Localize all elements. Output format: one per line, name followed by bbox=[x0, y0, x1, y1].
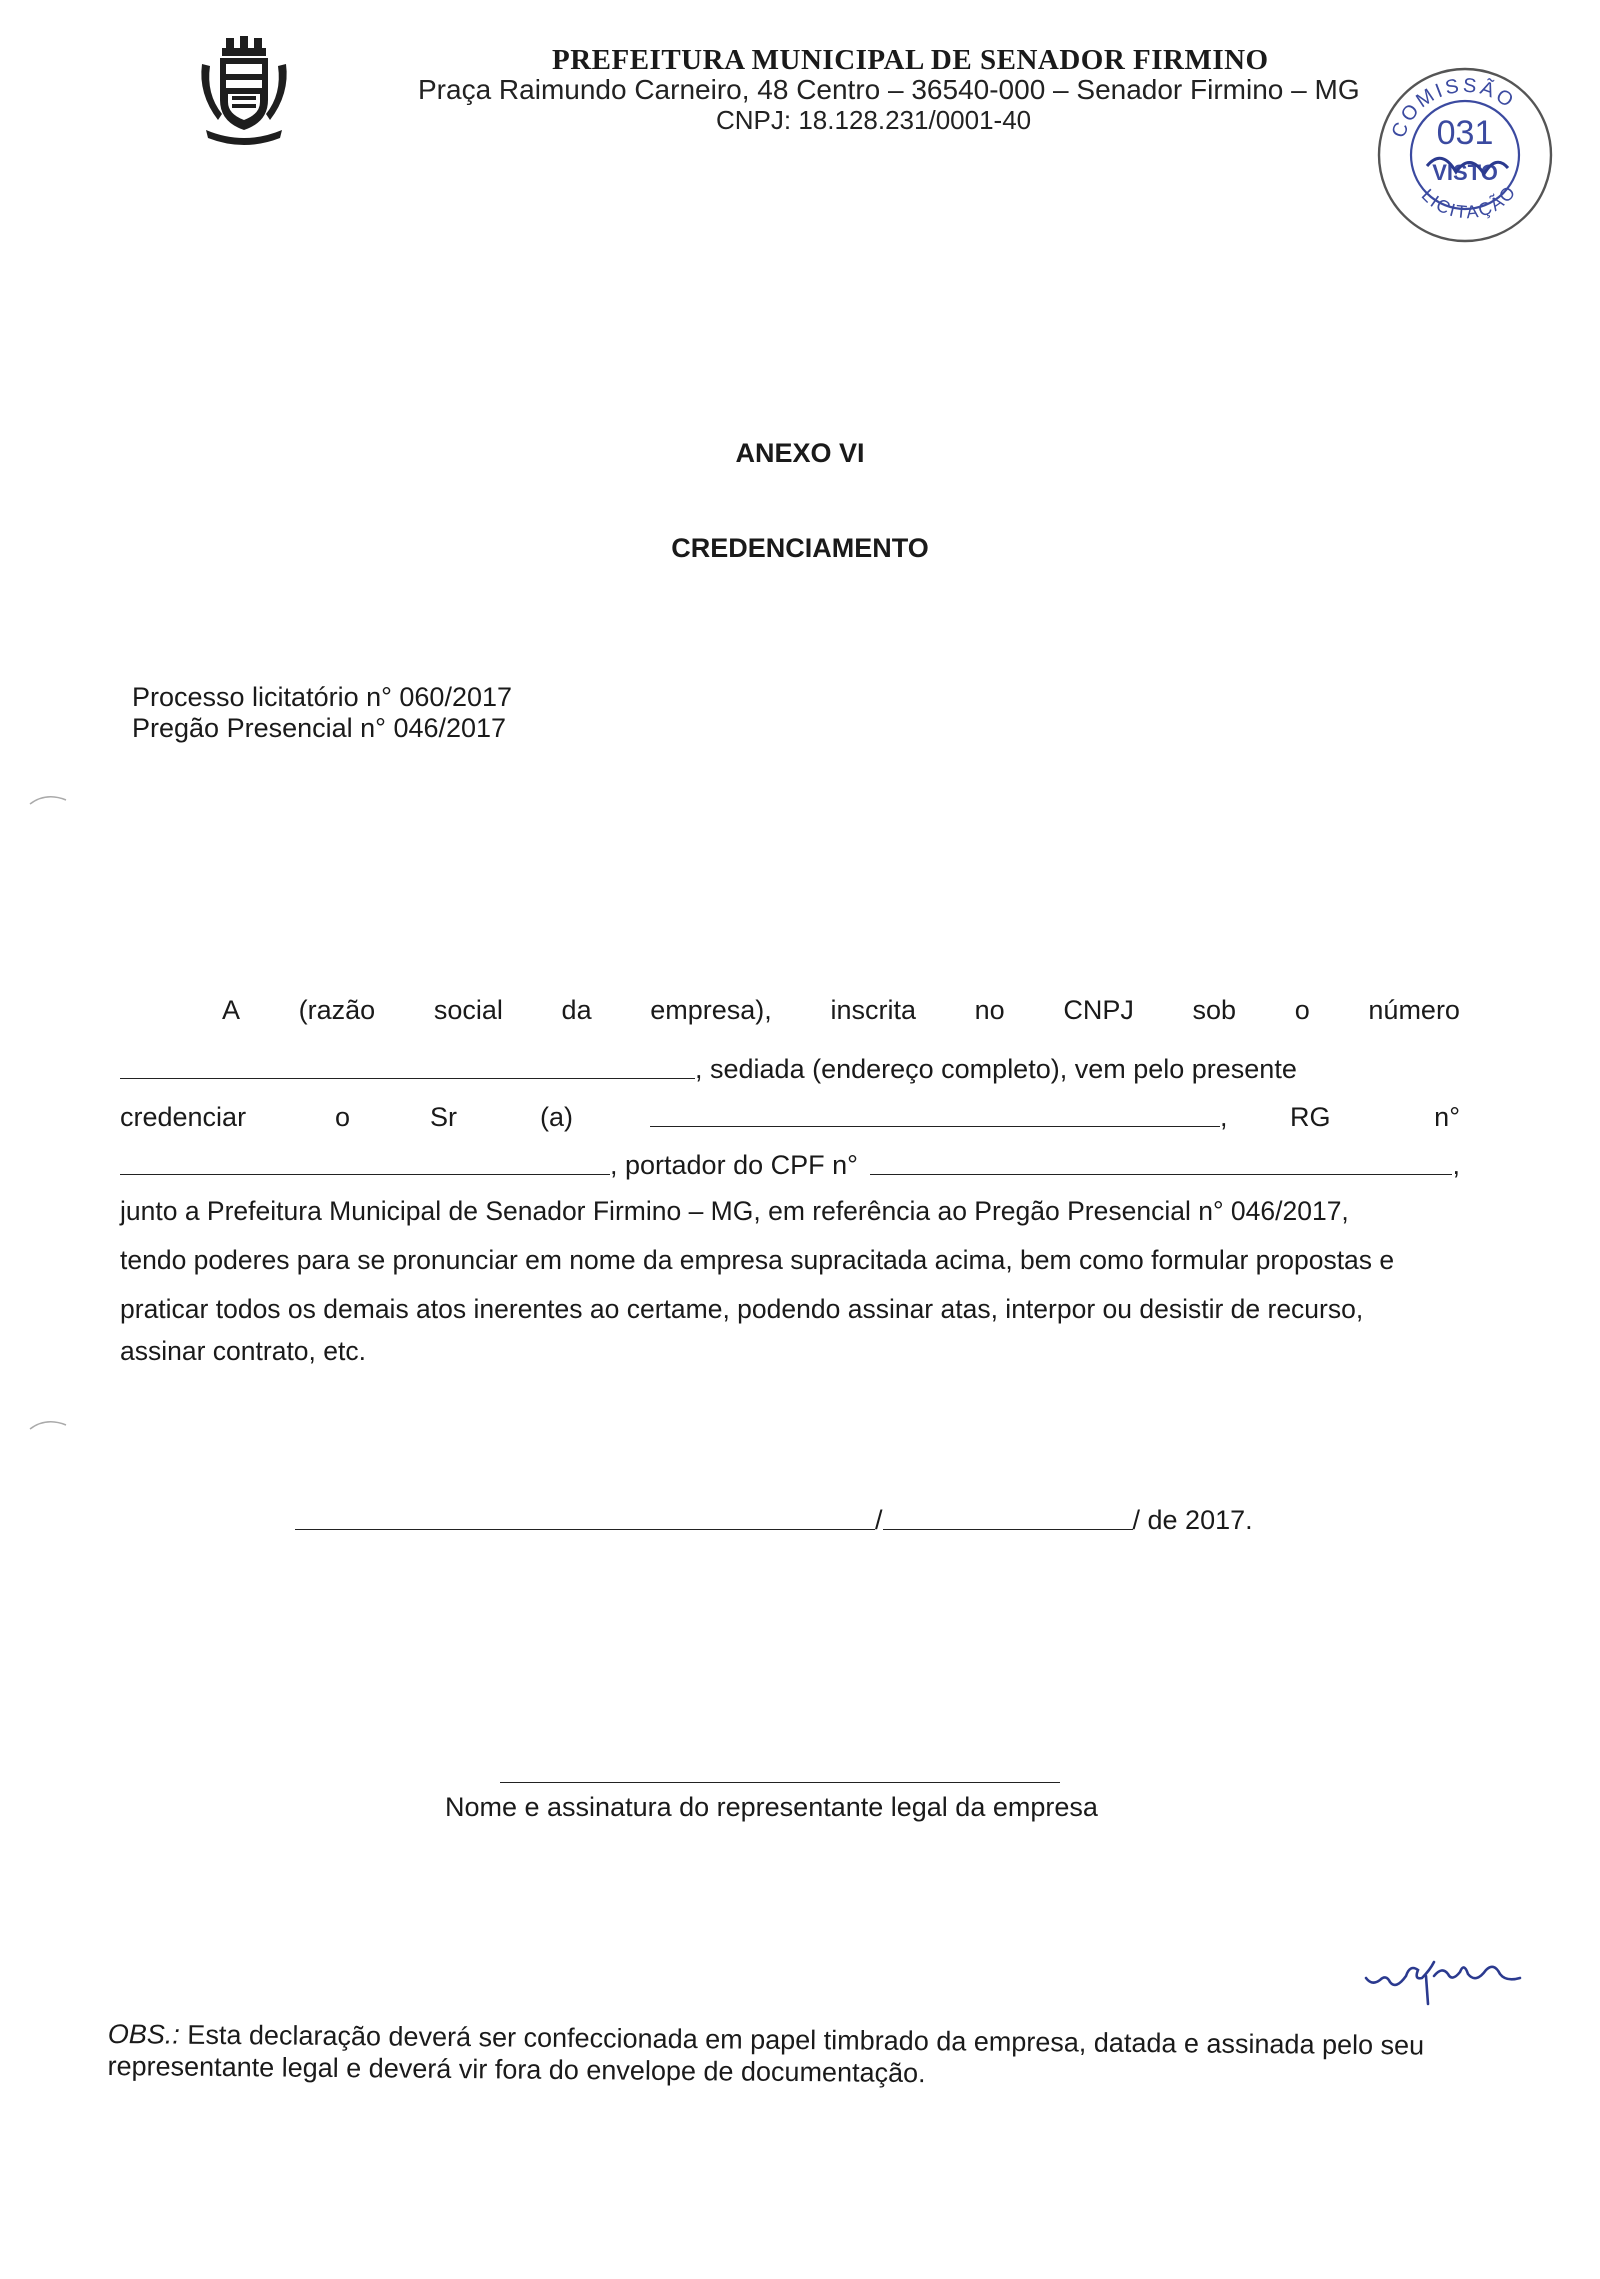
word: o bbox=[335, 1102, 351, 1132]
observation-note bbox=[107, 2018, 1448, 2094]
process-number: Processo licitatório n° 060/2017 bbox=[132, 682, 513, 712]
stamp-top-text: COMISSÃO bbox=[1387, 74, 1520, 142]
word: da bbox=[561, 995, 592, 1025]
word: (razão bbox=[298, 995, 376, 1025]
stamp-bottom-text: LICITAÇÃO bbox=[1417, 180, 1521, 223]
month-blank bbox=[883, 1529, 1133, 1530]
signature-label: Nome e assinatura do representante legal da empresa bbox=[445, 1792, 1098, 1822]
word: credenciar bbox=[120, 1102, 247, 1132]
pregao-number: Pregão Presencial n° 046/2017 bbox=[132, 713, 507, 743]
rubric-icon bbox=[1360, 1940, 1550, 2010]
word: Sr bbox=[430, 1102, 457, 1132]
stamp-mark: VISTO bbox=[1432, 160, 1498, 185]
comma: , bbox=[1220, 1102, 1228, 1132]
date-line bbox=[295, 1505, 1253, 1536]
stamp-number: 031 bbox=[1436, 114, 1494, 152]
commission-stamp bbox=[1372, 62, 1558, 248]
word: social bbox=[433, 995, 503, 1025]
header-title: PREFEITURA MUNICIPAL DE SENADOR FIRMINO bbox=[552, 44, 1269, 76]
word: o bbox=[1294, 995, 1310, 1025]
word: empresa), bbox=[650, 995, 772, 1025]
body-line-3 bbox=[120, 1102, 1460, 1133]
stamp-icon bbox=[1372, 62, 1558, 248]
comma: , bbox=[1452, 1150, 1460, 1180]
word: no bbox=[974, 995, 1005, 1025]
body-line-7: praticar todos os demais atos inerentes ao certame, podendo assinar atas, interpor ou desistir de recurso, bbox=[120, 1294, 1364, 1324]
body-line-2-text: , sediada (endereço completo), vem pelo presente bbox=[695, 1054, 1297, 1084]
word: n° bbox=[1434, 1102, 1460, 1132]
word: A bbox=[222, 995, 241, 1025]
body-line-5: junto a Prefeitura Municipal de Senador Firmino – MG, em referência ao Pregão Presencial n° 046/2017, bbox=[120, 1196, 1349, 1226]
obs-label: OBS.: bbox=[107, 2019, 181, 2050]
coat-of-arms bbox=[196, 34, 292, 150]
city-day-blank bbox=[295, 1529, 875, 1530]
handwritten-rubric bbox=[1360, 1940, 1550, 2010]
representative-name-blank bbox=[650, 1126, 1220, 1127]
coat-of-arms-icon bbox=[196, 34, 292, 150]
word: (a) bbox=[540, 1102, 573, 1132]
body-line-6: tendo poderes para se pronunciar em nome da empresa supracitada acima, bem como formular propostas e bbox=[120, 1245, 1395, 1275]
header-cnpj: CNPJ: 18.128.231/0001-40 bbox=[716, 105, 1032, 135]
word: sob bbox=[1192, 995, 1237, 1025]
date-year: / de 2017. bbox=[1132, 1505, 1253, 1535]
obs-text: Esta declaração deverá ser confeccionada em papel timbrado da empresa, datada e assinada pelo seu representante legal e deverá vir fora do envelope de documentação. bbox=[107, 2019, 1425, 2089]
cpf-blank bbox=[870, 1174, 1453, 1175]
signature-line bbox=[500, 1782, 1060, 1783]
cnpj-blank bbox=[120, 1078, 695, 1079]
body-line-2 bbox=[120, 1054, 1460, 1085]
word: número bbox=[1368, 995, 1460, 1025]
header-address: Praça Raimundo Carneiro, 48 Centro – 36540-000 – Senador Firmino – MG bbox=[418, 74, 1360, 105]
body-line-4 bbox=[120, 1150, 1460, 1181]
svg-text:LICITAÇÃO bbox=[1418, 181, 1521, 222]
word: inscrita bbox=[830, 995, 916, 1025]
cpf-label: , portador do CPF n° bbox=[610, 1150, 858, 1180]
rg-blank bbox=[120, 1174, 610, 1175]
body-line-1 bbox=[222, 995, 1460, 1026]
date-separator: / bbox=[875, 1505, 883, 1535]
scan-mark bbox=[28, 790, 68, 810]
document-title: CREDENCIAMENTO bbox=[671, 533, 929, 563]
word: CNPJ bbox=[1063, 995, 1134, 1025]
annex-title: ANEXO VI bbox=[735, 438, 865, 468]
body-line-8: assinar contrato, etc. bbox=[120, 1336, 366, 1366]
word: RG bbox=[1290, 1102, 1331, 1132]
scan-mark bbox=[28, 1415, 68, 1435]
